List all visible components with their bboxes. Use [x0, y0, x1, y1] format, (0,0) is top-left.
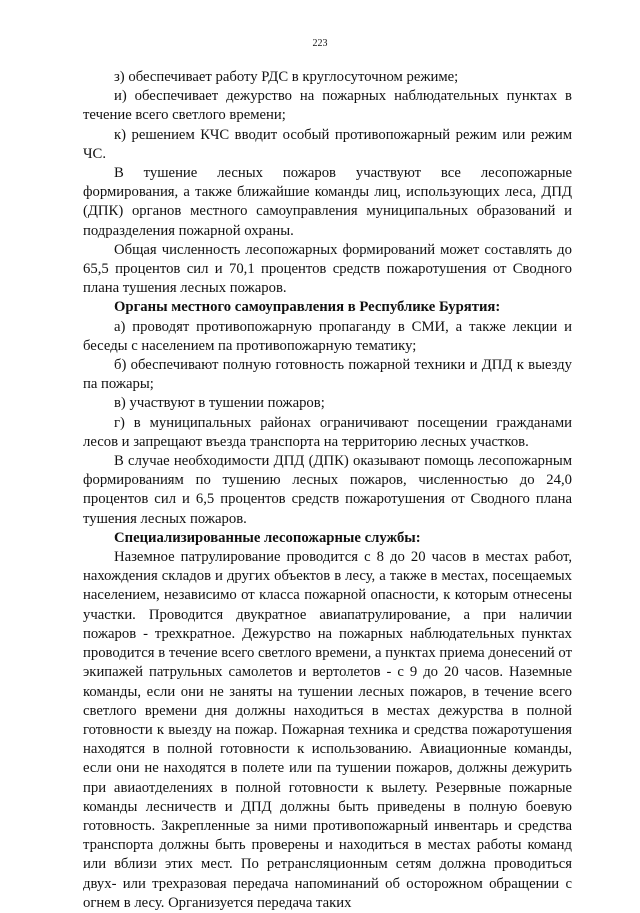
- section-heading-specialized-services: Специализированные лесопожарные службы:: [114, 529, 421, 546]
- page-body: [83, 68, 572, 913]
- paragraph-item-z: з) обеспечивает работу РДС в круглосуточном режиме;: [114, 69, 459, 85]
- section-heading-local-government: Органы местного самоуправления в Республике Бурятия:: [114, 299, 501, 316]
- page-number: 223: [312, 38, 328, 49]
- paragraph-item-b: б) обеспечивают полную готовность пожарной техники и ДПД к выезду па пожары;: [83, 357, 572, 393]
- paragraph-item-a: а) проводят противопожарную пропаганду в СМИ, а также лекции и беседы с населением па противопожарную тематику;: [83, 318, 572, 354]
- paragraph-item-v: в) участвуют в тушении пожаров;: [114, 395, 325, 412]
- paragraph-ground-patrol: Наземное патрулирование проводится с 8 до 20 часов в местах работ, нахождения складов и других объектов в лесу, а также в местах, посещаемых населением, независимо от класса пожарной опасности, к которым отнесены участки. Проводится двукратное авиапатрулирование, а при наличии пожаров - трехкратное. Дежурство на пожарных наблюдательных пунктах проводится в течение всего светлого времени, а пунктах приема донесений от экипажей патрульных самолетов и вертолетов - с 9 до 20 часов. Наземные команды, если они не заняты на тушении лесных пожаров, в течение всего светлого времени дня должны находиться в местах дежурства в полной готовности к выезду на пожар. Пожарная техника и средства пожаротушения находятся в полной готовности к использованию. Авиационные команды, если они не находятся в полете или па тушении пожаров, должны дежурить при авиаотделениях в полной готовности к вылету. Резервные пожарные команды лесничеств и ДПД должны быть приведены в полную боевую готовность. Закрепленные за ними противопожарный инвентарь и средства транспорта должны быть проверены и находиться в местах работы команд или вблизи этих мест. По ретрансляционным сетям должна проводиться двух- или трехразовая передача напоминаний об осторожном обращении с огнем в лесу. Организуется передача таких: [83, 549, 572, 911]
- paragraph-item-i: и) обеспечивает дежурство на пожарных наблюдательных пунктах в течение всего светлого времени;: [83, 88, 572, 124]
- paragraph-item-g: г) в муниципальных районах ограничивают посещении гражданами лесов и запрещают въезда транспорта на территорию лесных участков.: [83, 414, 572, 450]
- paragraph-dpd-assistance: В случае необходимости ДПД (ДПК) оказывают помощь лесопожарным формированиям по тушению лесных пожаров, численностью до 24,0 процентов сил и 6,5 процентов средств пожаротушения от Сводного плана тушения лесных пожаров.: [83, 453, 572, 527]
- paragraph-total-strength: Общая численность лесопожарных формирований может составлять до 65,5 процентов сил и 70,1 процентов средств пожаротушения от Сводного плана тушения лесных пожаров.: [83, 241, 572, 297]
- paragraph-item-k: к) решением КЧС вводит особый противопожарный режим или режим ЧС.: [83, 126, 572, 162]
- paragraph-firefighting-participants: В тушение лесных пожаров участвуют все лесопожарные формирования, а также ближайшие команды лиц, использующих леса, ДПД (ДПК) органов местного самоуправления муниципальных образований и подразделения пожарной охраны.: [83, 165, 572, 239]
